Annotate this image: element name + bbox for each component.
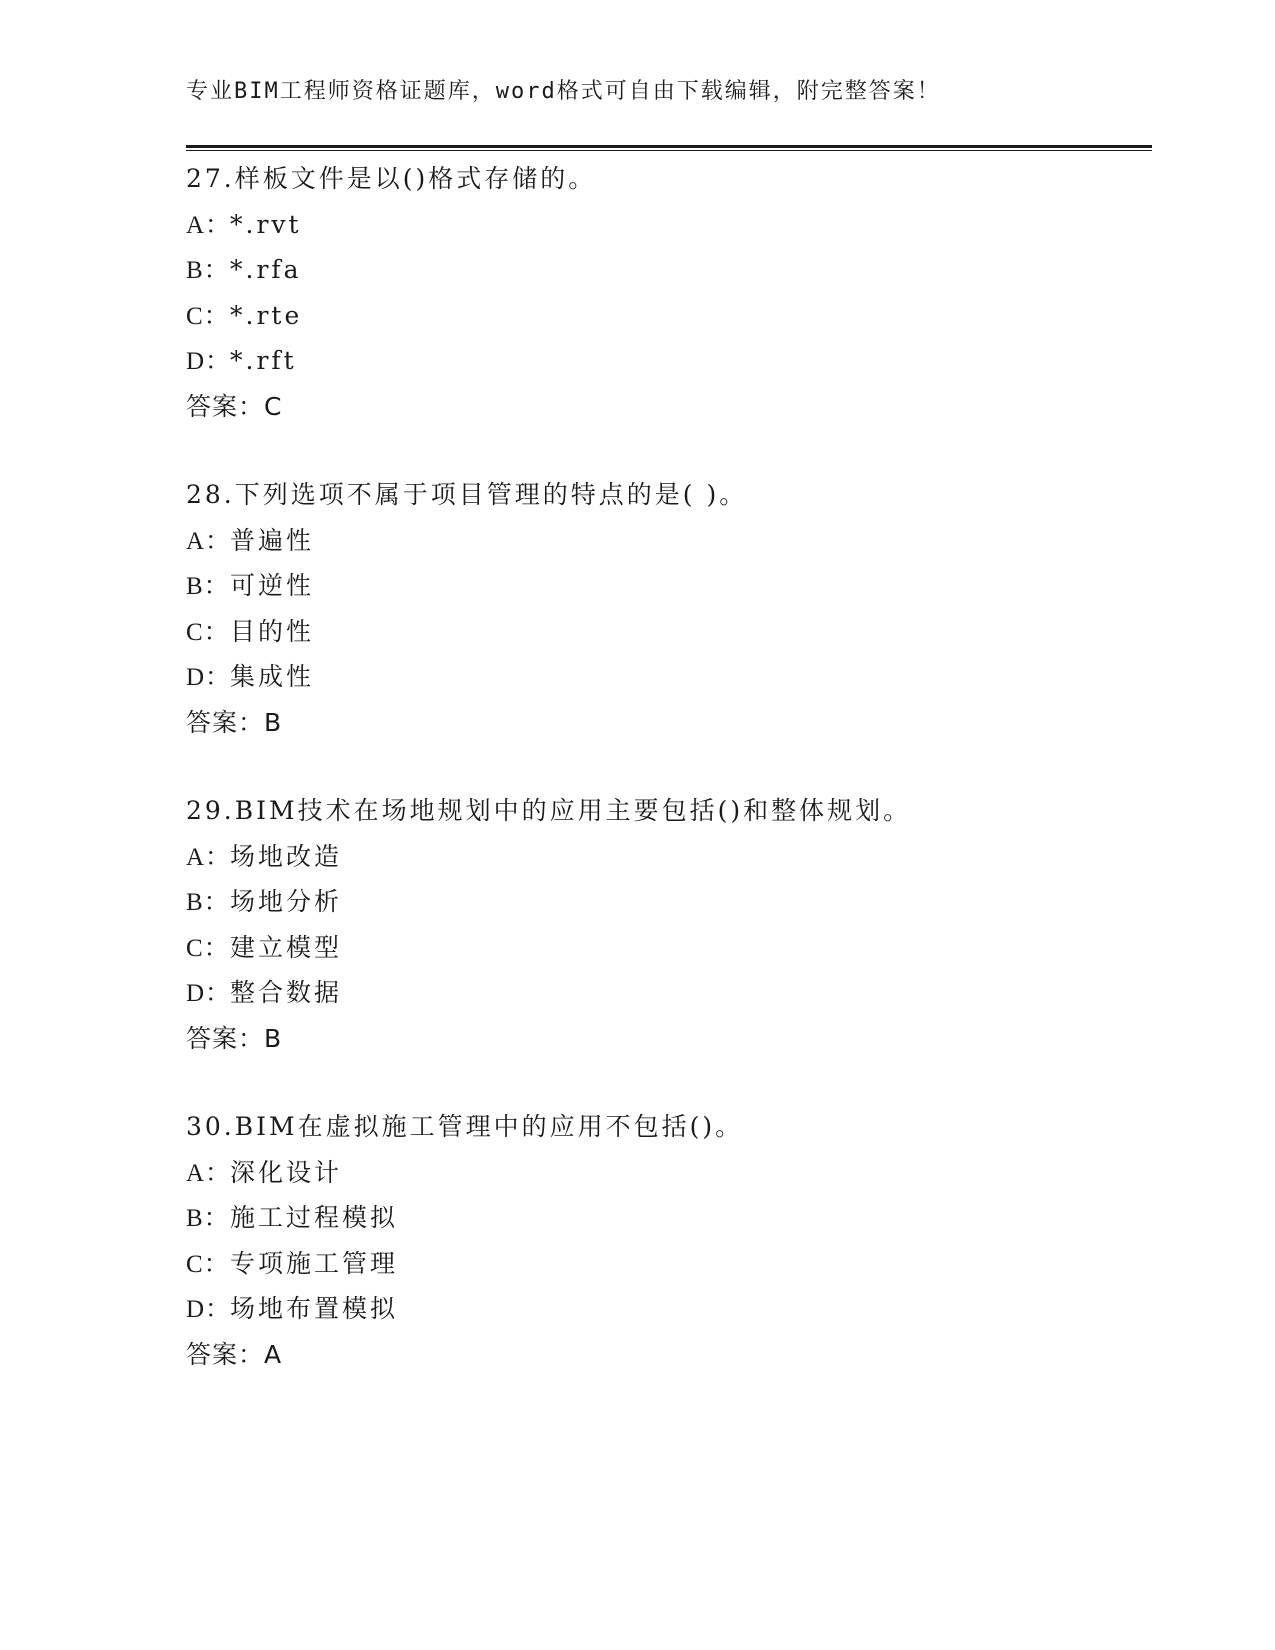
option-b (186, 563, 1152, 609)
option-letter: C： (186, 1250, 230, 1278)
option-letter: B： (186, 573, 230, 600)
option-text: 建立模型 (230, 932, 343, 962)
option-a (186, 518, 1152, 564)
option-b (186, 1195, 1152, 1241)
option-letter: B： (186, 257, 230, 284)
option-text: 深化设计 (230, 1157, 343, 1187)
question-stem: 29.BIM技术在场地规划中的应用主要包括()和整体规划。 (186, 796, 912, 825)
answer-line: 答案：C (186, 391, 283, 421)
question-stem: 30.BIM在虚拟施工管理中的应用不包括()。 (186, 1112, 744, 1141)
question-stem: 28.下列选项不属于项目管理的特点的是( )。 (186, 480, 748, 509)
option-text: 专项施工管理 (230, 1248, 399, 1278)
option-a (186, 1150, 1152, 1196)
option-d (186, 970, 1152, 1016)
option-c (186, 925, 1152, 971)
option-d (186, 1286, 1152, 1332)
option-letter: A： (186, 1159, 232, 1187)
option-text: 目的性 (230, 616, 315, 646)
answer-line: 答案：A (186, 1339, 283, 1369)
option-c (186, 293, 1152, 339)
option-letter: C： (186, 302, 230, 330)
option-b (186, 247, 1152, 293)
question-27 (186, 156, 1152, 429)
option-text: 场地改造 (230, 841, 343, 871)
header-note: 专业BIM工程师资格证题库，word格式可自由下载编辑，附完整答案！ (186, 79, 941, 104)
option-letter: A： (186, 527, 232, 555)
option-c (186, 609, 1152, 655)
option-letter: D： (186, 348, 232, 375)
option-text: 普遍性 (230, 525, 315, 555)
answer-line: 答案：B (186, 707, 283, 737)
question-stem: 27.样板文件是以()格式存储的。 (186, 164, 597, 193)
option-letter: D： (186, 980, 232, 1007)
option-text: 场地分析 (230, 887, 343, 916)
option-text: 整合数据 (230, 978, 343, 1007)
option-d (186, 654, 1152, 700)
answer-line: 答案：B (186, 1023, 283, 1053)
question-28 (186, 472, 1152, 745)
option-letter: C： (186, 934, 230, 962)
option-text: *.rft (230, 346, 297, 375)
option-letter: B： (186, 1205, 230, 1232)
option-text: 施工过程模拟 (230, 1203, 399, 1232)
option-c (186, 1241, 1152, 1287)
question-30 (186, 1104, 1152, 1377)
option-text: 可逆性 (230, 571, 315, 600)
option-text: 场地布置模拟 (230, 1294, 399, 1323)
option-letter: B： (186, 889, 230, 916)
option-text: 集成性 (230, 662, 315, 691)
option-b (186, 879, 1152, 925)
header-rule-thin (186, 150, 1152, 151)
option-letter: A： (186, 843, 232, 871)
option-letter: A： (186, 211, 232, 239)
option-d (186, 338, 1152, 384)
question-29 (186, 788, 1152, 1061)
option-a (186, 202, 1152, 248)
header-rule-thick (186, 145, 1152, 148)
option-a (186, 834, 1152, 880)
option-text: *.rfa (230, 255, 302, 284)
option-letter: D： (186, 1296, 232, 1323)
option-letter: C： (186, 618, 230, 646)
option-letter: D： (186, 664, 232, 691)
option-text: *.rte (230, 300, 303, 330)
option-text: *.rvt (230, 209, 302, 239)
